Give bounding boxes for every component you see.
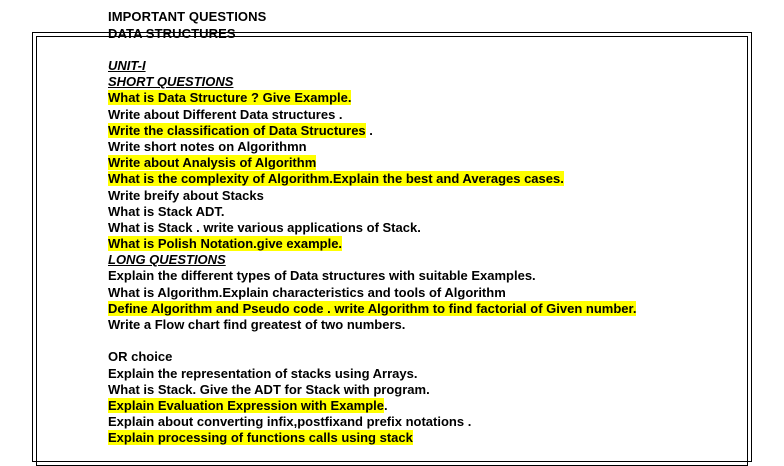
question-list (108, 58, 748, 447)
short-questions-list (108, 90, 748, 252)
question-text: Write breify about Stacks (108, 187, 264, 203)
unit-heading: UNIT-I (108, 58, 146, 73)
question-text: Explain the different types of Data structures with suitable Examples. (108, 268, 536, 284)
question-item (108, 107, 748, 123)
or-choice-list (108, 366, 748, 447)
question-item (108, 188, 748, 204)
long-questions-heading: LONG QUESTIONS (108, 252, 226, 268)
question-item (108, 268, 748, 284)
or-choice-label: OR choice (108, 349, 173, 365)
question-item (108, 155, 748, 171)
question-text: What is Algorithm.Explain characteristics and tools of Algorithm (108, 284, 506, 300)
question-item (108, 285, 748, 301)
question-text: Write a Flow chart find greatest of two numbers. (108, 317, 406, 332)
question-text: What is Stack. Give the ADT for Stack with program. (108, 381, 430, 397)
question-item (108, 414, 748, 430)
question-item (108, 317, 748, 333)
question-item (108, 220, 748, 236)
question-item (108, 236, 748, 252)
question-item (108, 398, 748, 414)
question-text: Define Algorithm and Pseudo code . write Algorithm to find factorial of Given number. (108, 300, 637, 316)
question-text: Write about Different Data structures . (108, 106, 343, 122)
question-text: Explain processing of functions calls using stack (108, 430, 413, 446)
question-text-tail: . (365, 122, 373, 138)
question-text: Explain about converting infix,postfixand prefix notations . (108, 414, 472, 430)
question-text: Write about Analysis of Algorithm (108, 155, 317, 171)
question-text: Write the classification of Data Structures (108, 122, 366, 138)
question-item (108, 382, 748, 398)
question-item (108, 301, 748, 317)
short-questions-heading: SHORT QUESTIONS (108, 74, 234, 90)
spacer (108, 333, 748, 349)
question-item (108, 123, 748, 139)
long-questions-list (108, 268, 748, 333)
question-item (108, 90, 748, 106)
question-text-tail: . (383, 397, 388, 413)
question-item (108, 139, 748, 155)
question-item (108, 430, 748, 446)
question-text: Explain the representation of stacks using Arrays. (108, 365, 418, 381)
question-item (108, 366, 748, 382)
document-title: IMPORTANT QUESTIONS (108, 9, 267, 24)
question-text: What is Stack ADT. (108, 203, 225, 219)
question-text: Write short notes on Algorithmn (108, 138, 307, 154)
question-text: What is Data Structure ? Give Example. (108, 90, 352, 106)
question-item (108, 204, 748, 220)
question-text: What is the complexity of Algorithm.Explain the best and Averages cases. (108, 171, 564, 187)
question-text: What is Stack . write various applications of Stack. (108, 219, 421, 235)
question-item (108, 171, 748, 187)
document-subject: DATA STRUCTURES (108, 26, 236, 41)
question-text: What is Polish Notation.give example. (108, 236, 343, 252)
question-text: Explain Evaluation Expression with Example (108, 397, 384, 413)
